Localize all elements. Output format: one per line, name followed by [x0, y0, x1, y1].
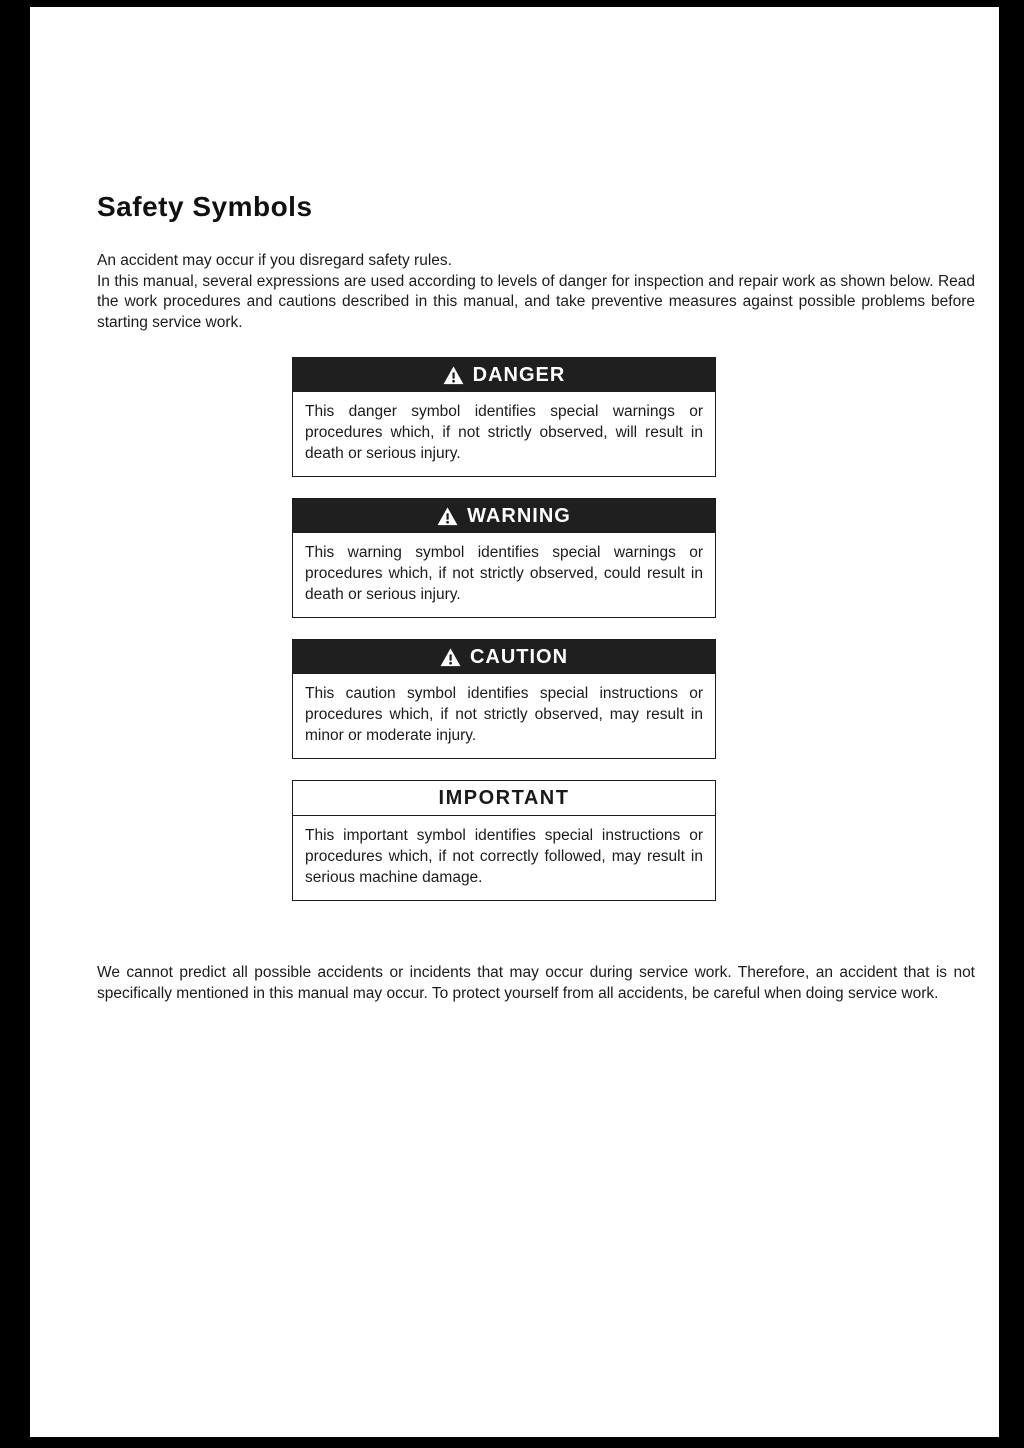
- important-box-title: IMPORTANT: [438, 786, 570, 809]
- danger-box-title: DANGER: [472, 363, 566, 386]
- page-content: [30, 7, 999, 1004]
- warning-box-body: This warning symbol identifies special warnings or procedures which, if not strictly observed, could result in death or serious injury.: [305, 544, 703, 603]
- important-box-body: This important symbol identifies special instructions or procedures which, if not correctly followed, may result in serious machine damage.: [305, 827, 703, 886]
- warning-triangle-icon: [440, 648, 461, 667]
- intro-line-2: In this manual, several expressions are used according to levels of danger for inspection and repair work as shown below. Read the work procedures and cautions described in this manual, and take preventive measures against possible problems before starting service work.: [97, 272, 975, 331]
- danger-box-body: This danger symbol identifies special warnings or procedures which, if not strictly observed, will result in death or serious injury.: [305, 403, 703, 462]
- caution-box: [292, 639, 716, 759]
- important-box-header: [293, 781, 715, 816]
- footer-paragraph: We cannot predict all possible accidents or incidents that may occur during service work. Therefore, an accident that is not specifically mentioned in this manual may occur. To protect yourself from all accidents, be careful when doing service work.: [97, 964, 975, 1002]
- warning-triangle-icon: [437, 507, 458, 526]
- caution-box-body: This caution symbol identifies special instructions or procedures which, if not strictly observed, may result in minor or moderate injury.: [305, 685, 703, 744]
- important-box: [292, 780, 716, 901]
- danger-box-header: [293, 358, 715, 392]
- warning-triangle-icon: [443, 366, 464, 385]
- caution-box-header: [293, 640, 715, 674]
- danger-box: [292, 357, 716, 477]
- caution-box-title: CAUTION: [469, 645, 569, 668]
- intro-line-1: An accident may occur if you disregard safety rules.: [97, 252, 452, 269]
- warning-box: [292, 498, 716, 618]
- page-title: Safety Symbols: [97, 191, 313, 222]
- safety-boxes: [292, 357, 716, 901]
- manual-page: [30, 7, 999, 1437]
- warning-box-header: [293, 499, 715, 533]
- warning-box-title: WARNING: [467, 504, 571, 527]
